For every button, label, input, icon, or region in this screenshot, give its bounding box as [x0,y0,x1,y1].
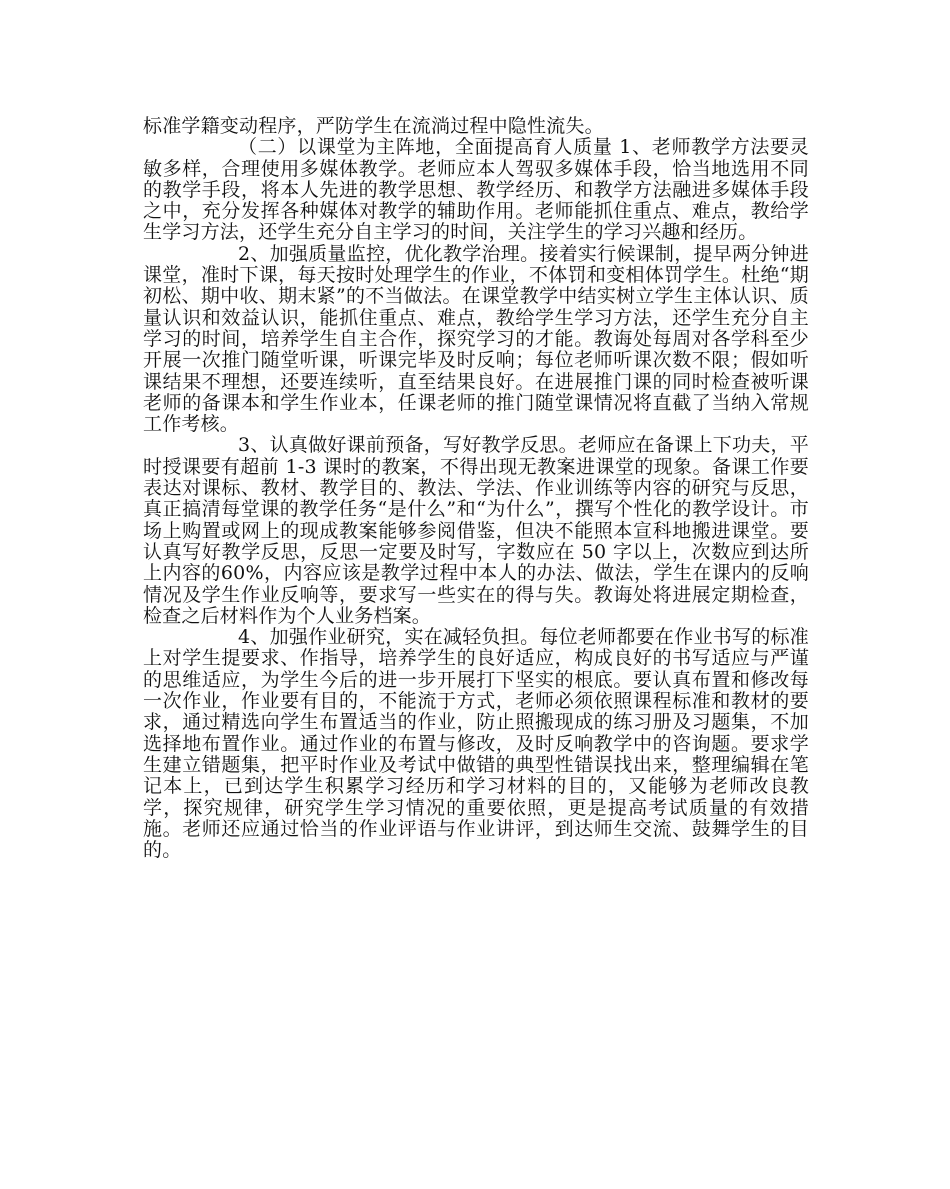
paragraph-section-two: （二）以课堂为主阵地，全面提高育人质量 1、老师教学方法要灵敏多样，合理使用多媒体教学。老师应本人驾驭多媒体手段，恰当地选用不同的教学手段，将本人先进的教学思想、教学经历、和教学方法融进多媒体手段之中，充分发挥各种媒体对教学的辅助作用。老师能抓住重点、难点，教给学生学习方法，还学生充分自主学习的时间，关注学生的学习兴趣和经历。 [143,136,809,244]
document-body [143,116,809,861]
paragraph-item-3: 3、认真做好课前预备，写好教学反思。老师应在备课上下功夫，平时授课要有超前 1-3 课时的教案，不得出现无教案进课堂的现象。备课工作要表达对课标、教材、教学目的、教法、学法、作业训练等内容的研究与反思，真正搞清每堂课的教学任务“是什么”和“为什么”，撰写个性化的教学设计。市场上购置或网上的现成教案能够参阅借鉴，但决不能照本宣科地搬进课堂。要认真写好教学反思，反思一定要及时写，字数应在 50 字以上，次数应到达所上内容的60%，内容应该是教学过程中本人的办法、做法，学生在课内的反响情况及学生作业反响等，要求写一些实在的得与失。教诲处将进展定期检查，检查之后材料作为个人业务档案。 [143,434,809,627]
paragraph-continuation: 标准学籍变动程序，严防学生在流淌过程中隐性流失。 [143,115,604,137]
paragraph-item-2: 2、加强质量监控，优化教学治理。接着实行候课制，提早两分钟进课堂，准时下课，每天按时处理学生的作业，不体罚和变相体罚学生。杜绝“期初松、期中收、期末紧”的不当做法。在课堂教学中结实树立学生主体认识、质量认识和效益认识，能抓住重点、难点，教给学生学习方法，还学生充分自主学习的时间，培养学生自主合作，探究学习的才能。教诲处每周对各学科至少开展一次推门随堂听课，听课完毕及时反响；每位老师听课次数不限；假如听课结果不理想，还要连续听，直至结果良好。在进展推门课的同时检查被听课老师的备课本和学生作业本，任课老师的推门随堂课情况将直截了当纳入常规工作考核。 [143,242,809,436]
paragraph-item-4: 4、加强作业研究，实在减轻负担。每位老师都要在作业书写的标准上对学生提要求、作指导，培养学生的良好适应，构成良好的书写适应与严谨的思维适应，为学生今后的进一步开展打下坚实的根底。要认真布置和修改每一次作业，作业要有目的，不能流于方式，老师必须依照课程标准和教材的要求，通过精选向学生布置适当的作业，防止照搬现成的练习册及习题集，不加选择地布置作业。通过作业的布置与修改，及时反响教学中的咨询题。要求学生建立错题集，把平时作业及考试中做错的典型性错误找出来，整理编辑在笔记本上，已到达学生积累学习经历和学习材料的目的，又能够为老师改良教学，探究规律，研究学生学习情况的重要依照，更是提高考试质量的有效措施。老师还应通过恰当的作业评语与作业讲评，到达师生交流、鼓舞学生的目的。 [143,626,809,862]
